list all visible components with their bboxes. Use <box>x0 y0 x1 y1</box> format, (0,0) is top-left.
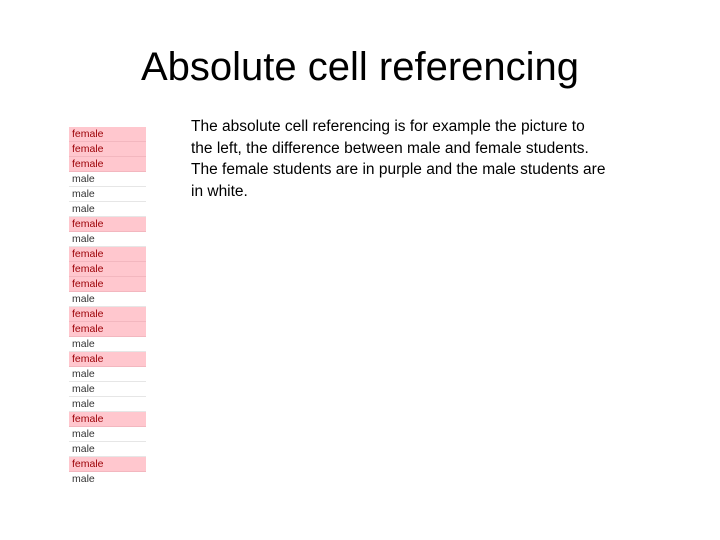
spreadsheet-cell: female <box>69 322 146 337</box>
spreadsheet-cell: male <box>69 292 146 307</box>
spreadsheet-cell: female <box>69 307 146 322</box>
spreadsheet-cell: female <box>69 352 146 367</box>
spreadsheet-cell: male <box>69 472 146 483</box>
spreadsheet-cell: male <box>69 172 146 187</box>
spreadsheet-cell: male <box>69 187 146 202</box>
spreadsheet-cell: female <box>69 217 146 232</box>
spreadsheet-cell: male <box>69 232 146 247</box>
spreadsheet-cell: female <box>69 142 146 157</box>
spreadsheet-cell: female <box>69 412 146 427</box>
spreadsheet-image <box>69 127 146 483</box>
spreadsheet-cell: female <box>69 157 146 172</box>
spreadsheet-cell: male <box>69 442 146 457</box>
spreadsheet-cell: female <box>69 457 146 472</box>
spreadsheet-cell: male <box>69 202 146 217</box>
spreadsheet-cell: female <box>69 127 146 142</box>
spreadsheet-cell: female <box>69 277 146 292</box>
slide-title: Absolute cell referencing <box>140 45 580 89</box>
spreadsheet-cell: female <box>69 247 146 262</box>
body-text: The absolute cell referencing is for example the picture to the left, the difference between male and female students. The female students are in purple and the male students are in white. <box>191 118 606 200</box>
spreadsheet-cell: male <box>69 382 146 397</box>
spreadsheet-cell: male <box>69 397 146 412</box>
spreadsheet-cell: male <box>69 337 146 352</box>
spreadsheet-cell: male <box>69 367 146 382</box>
spreadsheet-cell: female <box>69 262 146 277</box>
spreadsheet-cell: male <box>69 427 146 442</box>
